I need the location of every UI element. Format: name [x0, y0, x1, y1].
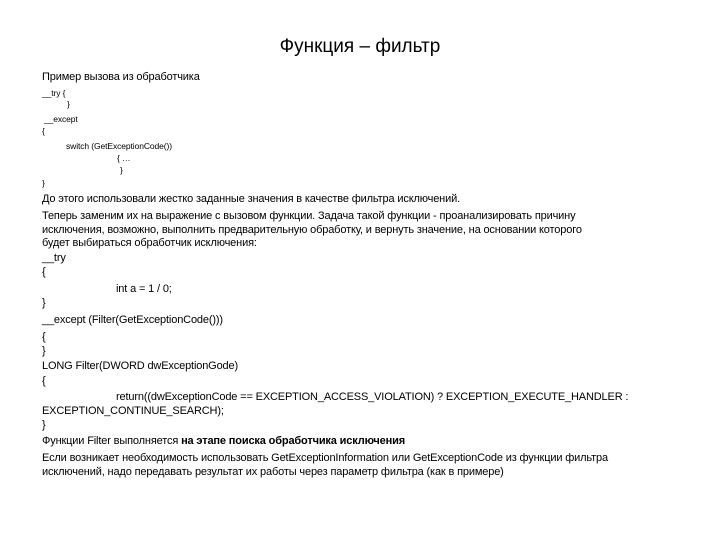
paragraph: будет выбираться обработчик исключения:: [42, 237, 257, 249]
code-line: {: [42, 375, 46, 387]
code-line: }: [42, 178, 45, 188]
code-line: }: [42, 297, 46, 309]
paragraph: исключения, возможно, выполнить предварительную обработку, и вернуть значение, на основании которого: [42, 224, 582, 236]
slide-title: Функция – фильтр: [279, 36, 441, 57]
code-line: switch (GetExceptionCode()): [66, 141, 172, 151]
filter-text: Функции Filter выполняется: [42, 435, 182, 447]
code-line: return((dwExceptionCode == EXCEPTION_ACCESS_VIOLATION) ? EXCEPTION_EXECUTE_HANDLER :: [116, 391, 629, 403]
paragraph: До этого использовали жестко заданные значения в качестве фильтра исключений.: [42, 193, 460, 205]
filter-emphasis: на этапе поиска обработчика исключения: [181, 435, 405, 447]
paragraph: Если возникает необходимость использовать GetExceptionInformation или GetExceptionCode из функции фильтра: [42, 452, 608, 464]
code-line: {: [42, 331, 46, 343]
code-line: __except (Filter(GetExceptionCode())): [42, 314, 223, 326]
code-line: EXCEPTION_CONTINUE_SEARCH);: [42, 405, 224, 417]
code-line: { …: [117, 153, 131, 163]
code-line: __try {: [42, 88, 66, 98]
code-line: __except: [44, 114, 78, 124]
code-line: int a = 1 / 0;: [116, 283, 172, 295]
paragraph: [42, 434, 405, 448]
intro-text: Пример вызова из обработчика: [42, 71, 200, 83]
code-line: __try: [42, 252, 66, 264]
code-line: }: [42, 345, 46, 357]
code-line: }: [42, 419, 46, 431]
paragraph: Теперь заменим их на выражение с вызовом функции. Задача такой функции - проанализировать причину: [42, 210, 576, 222]
code-line: }: [120, 165, 123, 175]
code-line: {: [42, 126, 45, 136]
paragraph: исключений, надо передавать результат их работы через параметр фильтра (как в примере): [42, 466, 504, 478]
code-line: LONG Filter(DWORD dwExceptionGode): [42, 360, 239, 372]
code-line: {: [42, 266, 46, 278]
code-line: }: [67, 99, 70, 109]
